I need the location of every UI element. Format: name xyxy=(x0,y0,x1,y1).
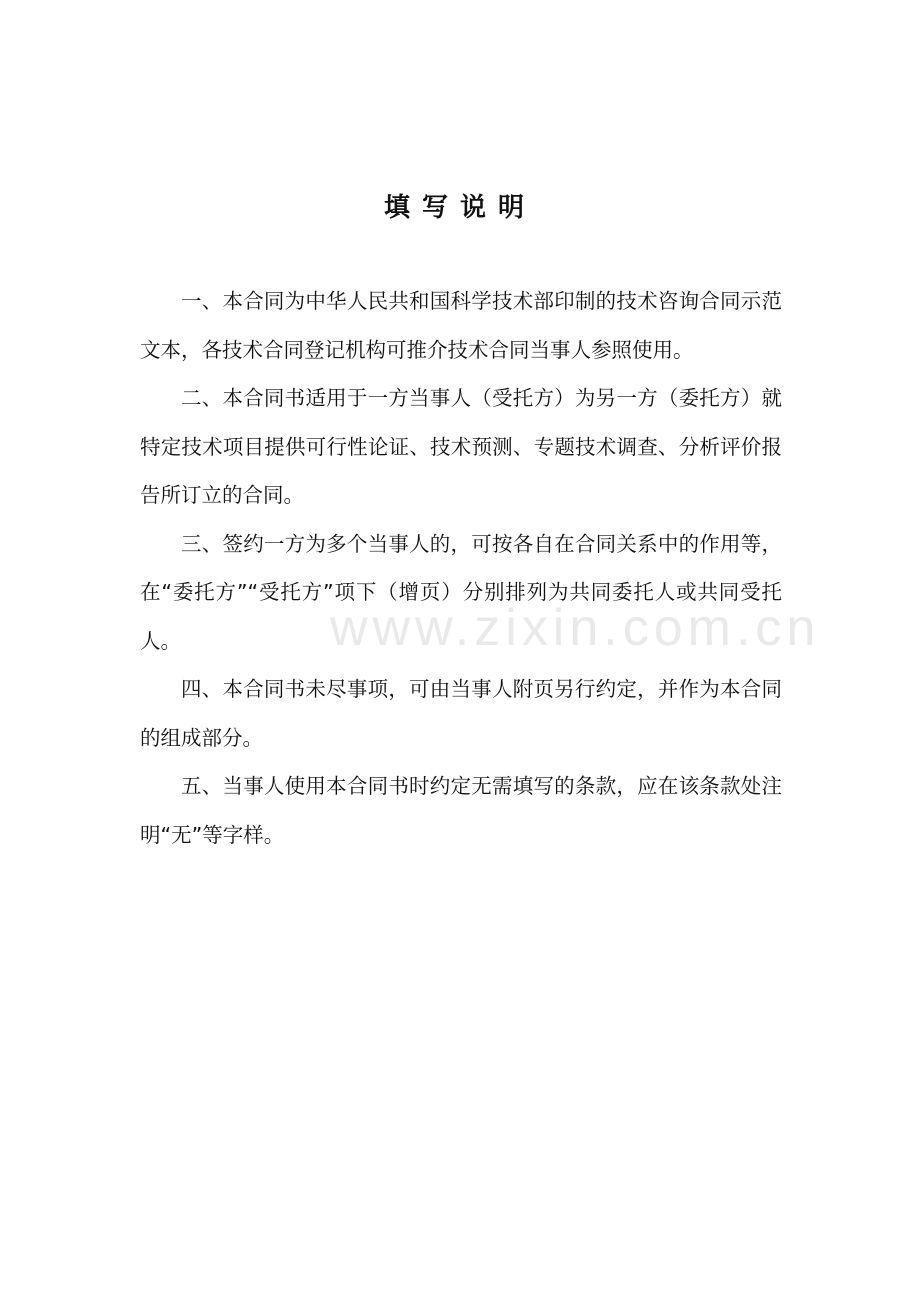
page-title: 填写说明 xyxy=(383,193,536,223)
paragraph-1: 一、本合同为中华人民共和国科学技术部印制的技术咨询合同示范文本，各技术合同登记机构可推介技术合同当事人参照使用。 xyxy=(140,289,782,362)
instructions-body xyxy=(140,277,782,859)
paragraph-2: 二、本合同书适用于一方当事人（受托方）为另一方（委托方）就特定技术项目提供可行性论证、技术预测、专题技术调查、分析评价报告所订立的合同。 xyxy=(140,386,782,507)
paragraph-3: 三、签约一方为多个当事人的，可按各自在合同关系中的作用等，在“委托方”“受托方”项下（增页）分别排列为共同委托人或共同受托人。 xyxy=(140,531,782,653)
paragraph-5: 五、当事人使用本合同书时约定无需填写的条款，应在该条款处注明“无”等字样。 xyxy=(140,774,782,847)
watermark: www.zixin.com.cn xyxy=(330,599,821,657)
paragraph-4: 四、本合同书未尽事项，可由当事人附页另行约定，并作为本合同的组成部分。 xyxy=(140,677,782,750)
